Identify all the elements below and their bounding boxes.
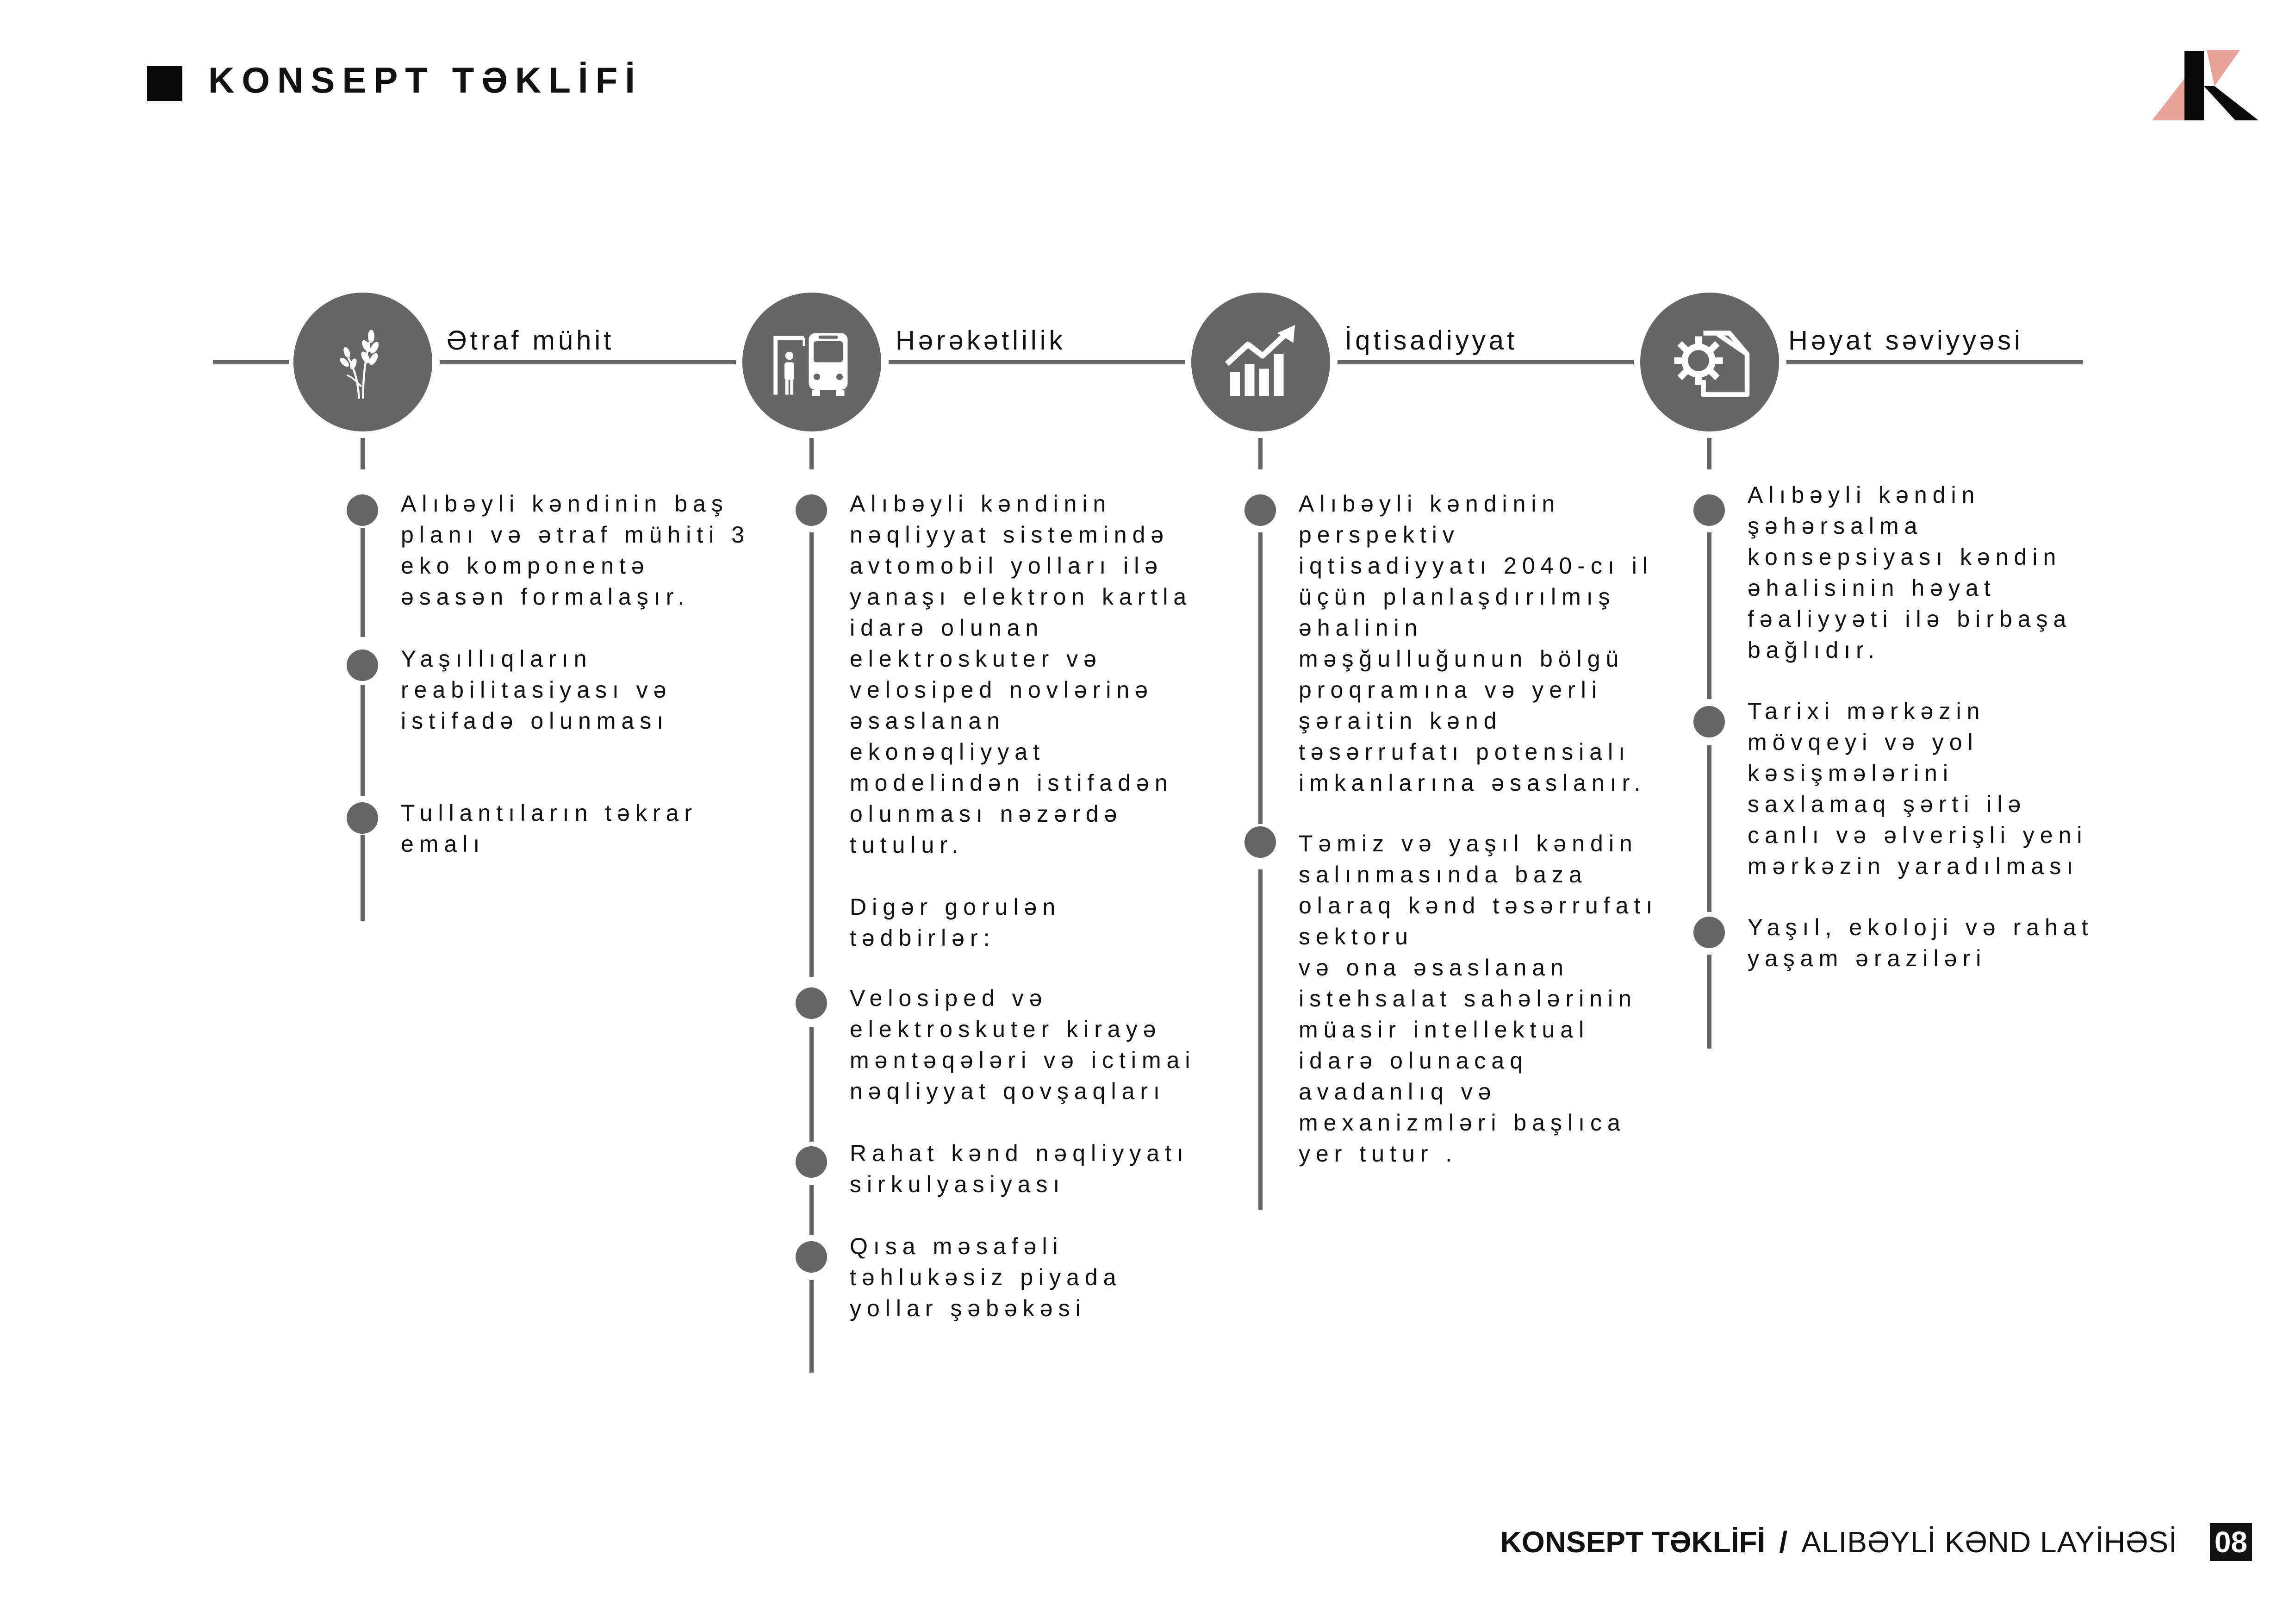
mobility-item: Qısa məsafəli təhlukəsiz piyada yollar şəbəkəsi [850,1233,1122,1321]
mobility-item: Velosiped və elektroskuter kirayə məntəqələri və ictimai nəqliyyat qovşaqları [850,985,1196,1104]
category-node-mobility [742,293,881,431]
gear-house-icon [1669,322,1750,403]
category-label-mobility: Hərəkətlilik [891,325,1070,356]
timeline-branch [1707,532,1711,699]
living-standard-item: Alıbəyli kəndin şəhərsalma konsepsiyası kəndin əhalisinin həyat fəaliyyəti ilə birbaşa bağlıdır. [1748,482,2072,663]
timeline-branch [1258,869,1263,1210]
timeline-line [889,360,1185,364]
mobility-item: Rahat kənd nəqliyyatı sirkulyasiyası [850,1140,1189,1197]
timeline-branch [361,528,365,637]
timeline-dot [1244,494,1276,526]
timeline-branch [1707,745,1711,912]
wheat-icon [323,322,404,403]
category-label-living-standard: Həyat səviyyəsi [1784,325,2028,356]
footer-separator: / [1779,1525,1788,1559]
timeline-dot [796,1146,827,1178]
category-node-economy [1191,293,1330,431]
timeline-branch [809,438,814,469]
economy-item: Alıbəyli kəndinin perspektiv iqtisadiyyatı 2040-cı il üçün planlaşdırılmış əhalinin məşğulluğunun bölgü proqramına və yerli şəraitin kənd təsərrufatı potensialı imkanlarına əsaslanır. [1299,491,1654,796]
timeline-dot [347,650,378,681]
growth-chart-icon [1220,322,1301,403]
timeline-branch [1258,438,1263,469]
timeline-line [213,360,289,364]
timeline-branch [809,1027,814,1142]
timeline-dot [1244,826,1276,858]
footer-project-name: ALIBƏYLİ KƏND LAYİHƏSİ [1801,1525,2178,1559]
living-standard-item: Tarixi mərkəzin mövqeyi və yol kəsişmələrini saxlamaq şərti ilə canlı və əlverişli yeni mərkəzin yaradılması [1748,698,2088,879]
timeline-line [1338,360,1634,364]
timeline-branch [1707,438,1711,469]
environment-item: Tullantıların təkrar emalı [401,800,698,857]
category-node-living-standard [1640,293,1779,431]
category-label-economy: İqtisadiyyat [1340,325,1522,356]
bus-stop-icon [772,322,852,403]
category-node-environment [293,293,432,431]
mobility-item: Alıbəyli kəndinin nəqliyyat sistemində avtomobil yolları ilə yanaşı elektron kartla idarə olunan elektroskuter və velosiped novlərinə əsaslanan ekonəqliyyat modelindən istifadən olunması nəzərdə tutulur. Digər gorulən tədbirlər: [850,491,1192,951]
timeline-dot [1693,494,1725,526]
timeline-line [440,360,736,364]
timeline-branch [809,532,814,977]
company-logo [2152,50,2259,122]
page-number: 08 [2210,1523,2252,1561]
timeline-branch [361,438,365,469]
timeline-branch [1707,955,1711,1049]
timeline-line [1786,360,2083,364]
timeline-dot [1693,706,1725,737]
footer-section-title: KONSEPT TƏKLİFİ [1500,1525,1766,1559]
page-footer [1500,1523,2252,1561]
economy-item: Təmiz və yaşıl kəndin salınmasında baza olaraq kənd təsərrufatı sektoru və ona əsaslanan istehsalat sahələrinin müasir intellektual idarə olunacaq avadanlıq və mexanizmləri başlıca yer tutur . [1299,831,1658,1167]
timeline-dot [796,494,827,526]
timeline-branch [361,835,365,921]
category-label-environment: Ətraf mühit [442,325,619,356]
environment-item: Alıbəyli kəndinin baş planı və ətraf mühiti 3 eko komponentə əsasən formalaşır. [401,491,750,610]
living-standard-item: Yaşıl, ekoloji və rahat yaşam əraziləri [1748,914,2094,971]
timeline-dot [796,1241,827,1273]
timeline-dot [347,494,378,526]
title-square-marker [147,66,182,101]
page-title: KONSEPT TƏKLİFİ [208,60,642,100]
timeline-dot [796,987,827,1019]
timeline-dot [347,802,378,834]
timeline-branch [361,685,365,796]
timeline-branch [809,1185,814,1235]
timeline-branch [809,1280,814,1373]
timeline-branch [1258,532,1263,824]
environment-item: Yaşıllıqların reabilitasiyası və istifadə olunması [401,646,672,734]
timeline-dot [1693,917,1725,948]
